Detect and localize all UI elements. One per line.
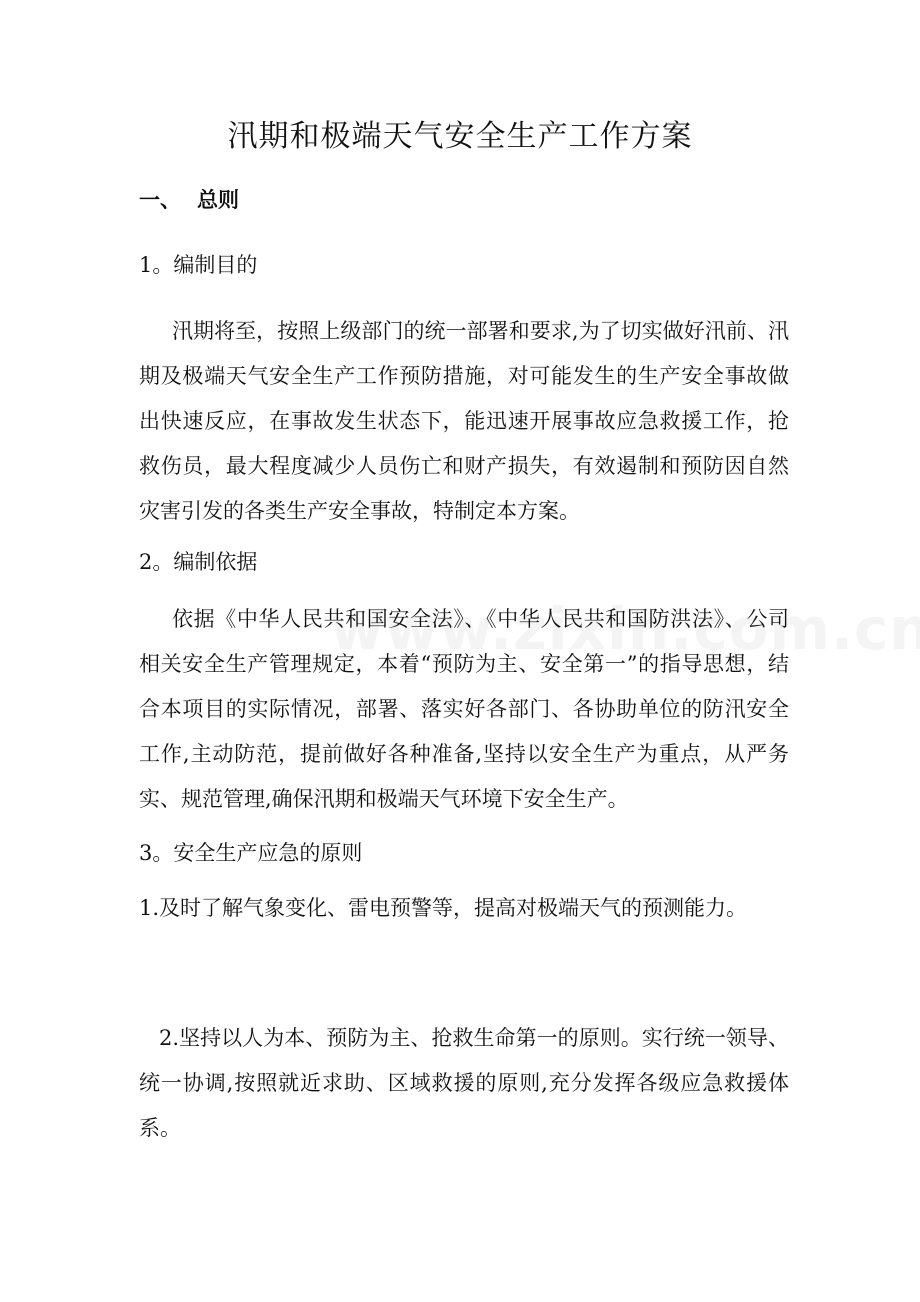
- principle-point-1: 1.及时了解气象变化、雷电预警等，提高对极端天气的预测能力。: [139, 896, 748, 920]
- paragraph-purpose: 汛期将至，按照上级部门的统一部署和要求,为了切实做好汛前、汛期及极端天气安全生产工作预防措施，对可能发生的生产安全事故做出快速反应，在事故发生状态下，能迅速开展事故应急救援工作，抢救伤员，最大程度减少人员伤亡和财产损失，有效遏制和预防因自然灾害引发的各类生产安全事故，特制定本方案。: [139, 319, 789, 523]
- subheading-purpose: 1。编制目的: [139, 253, 258, 277]
- paragraph-basis: 依据《中华人民共和国安全法》、《中华人民共和国防洪法》、公司相关安全生产管理规定，本着“预防为主、安全第一”的指导思想，结合本项目的实际情况，部署、落实好各部门、各协助单位的防汛安全工作,主动防范，提前做好各种准备,坚持以安全生产为重点，从严务实、规范管理,确保汛期和极端天气环境下安全生产。: [139, 607, 789, 811]
- section-number: 一、: [139, 188, 181, 212]
- subheading-principles: 3。安全生产应急的原则: [139, 841, 363, 865]
- document-title: 汛期和极端天气安全生产工作方案: [227, 119, 693, 154]
- subheading-basis: 2。编制依据: [139, 550, 258, 574]
- section-label: 总则: [197, 188, 239, 212]
- principle-point-2: 2.坚持以人为本、预防为主、抢救生命第一的原则。实行统一领导、统一协调,按照就近求助、区域救援的原则,充分发挥各级应急救援体系。: [139, 1026, 789, 1140]
- section-heading: [139, 183, 239, 217]
